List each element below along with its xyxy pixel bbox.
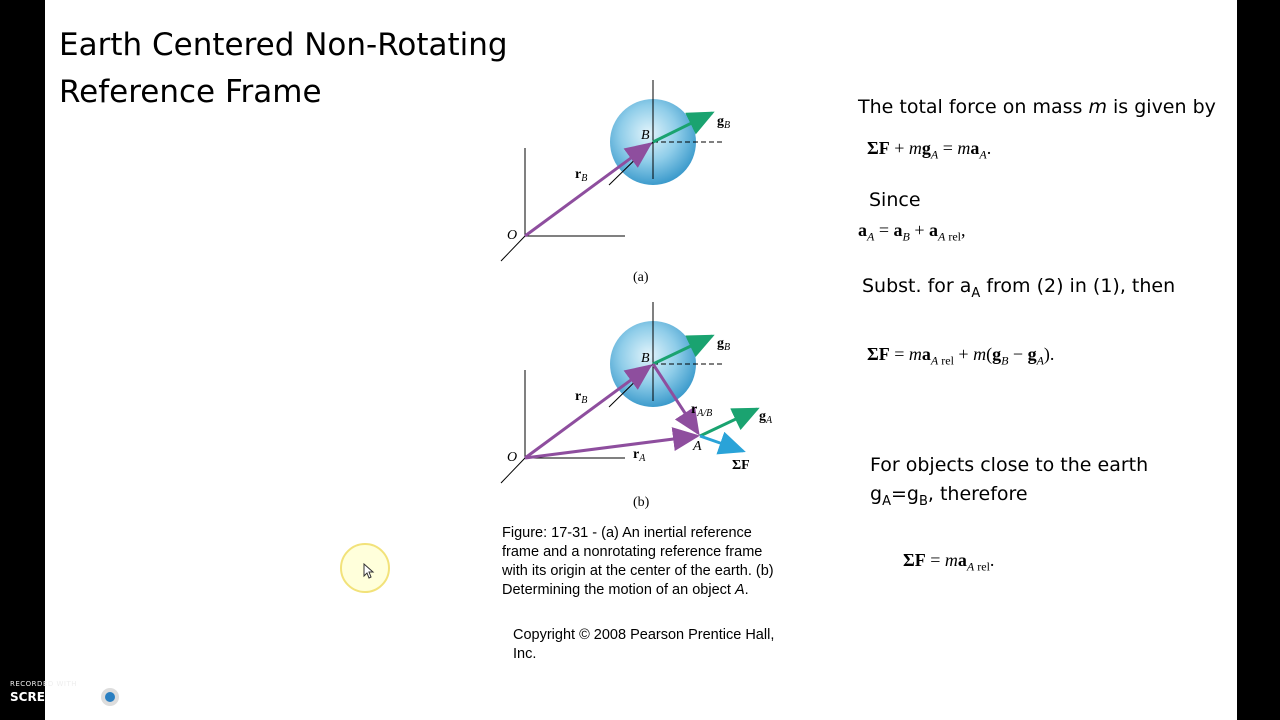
- close-to-earth-line-2: [870, 483, 1028, 509]
- watermark-brand-left: SCREENCAST: [10, 690, 99, 704]
- intro-prefix: The total force on mass: [858, 96, 1089, 118]
- title-line-1: Earth Centered Non-Rotating: [59, 27, 508, 63]
- subst-prefix: Subst. for a: [862, 275, 972, 297]
- vector-rB-a: [525, 144, 650, 236]
- label-rB-a: $r_B$: [575, 167, 588, 184]
- caption-end: .: [744, 582, 749, 598]
- slide-title: [59, 22, 508, 116]
- subst-sub: A: [971, 285, 981, 301]
- screencast-watermark: [10, 680, 164, 706]
- total-force-intro: [858, 96, 1216, 118]
- label-rA: $r_A$: [633, 447, 646, 464]
- label-A: A: [693, 439, 702, 454]
- figure-a: [501, 80, 730, 285]
- label-rAB: $r_{A/B}$: [691, 402, 713, 419]
- figure-label-b: (b): [633, 495, 650, 510]
- label-B-b: B: [641, 351, 650, 366]
- record-icon: [101, 688, 119, 706]
- equation-1: $\Sigma F + mg_A = ma_A$.: [867, 138, 992, 162]
- equation-2: $a_A = a_B + a_{A rel}$,: [858, 220, 966, 244]
- watermark-brand-right: MATIC: [122, 690, 164, 704]
- g-sub-a: A: [882, 493, 891, 509]
- close-to-earth-line-1: For objects close to the earth: [870, 454, 1149, 476]
- label-O-a: O: [507, 228, 518, 243]
- slide: [45, 0, 1237, 720]
- figure-copyright: Copyright © 2008 Pearson Prentice Hall, Inc.: [513, 627, 775, 662]
- watermark-brand: [10, 688, 164, 706]
- equation-3: $\Sigma F = ma_{A rel} + m(g_B - g_A)$.: [867, 344, 1055, 368]
- caption-text: Figure: 17-31 - (a) An inertial reference frame and a nonrotating reference frame with its origin at the center of the earth. (b) Determining the motion of an object: [502, 525, 774, 598]
- caption-object: A: [734, 582, 745, 598]
- label-gB-b: $g_B$: [717, 336, 731, 353]
- label-B-a: B: [641, 128, 650, 143]
- therefore-text: , therefore: [927, 483, 1028, 505]
- title-line-2: Reference Frame: [59, 74, 322, 110]
- label-gB-a: $g_B$: [717, 114, 731, 131]
- figure-label-a: (a): [633, 270, 649, 285]
- watermark-top: RECORDED WITH: [10, 680, 78, 688]
- g-sub-b: B: [918, 493, 928, 509]
- mouse-cursor-icon: [363, 563, 375, 579]
- subst-text: [862, 275, 1175, 301]
- label-sumF: ΣF: [732, 458, 750, 473]
- g-eq: =g: [890, 483, 919, 505]
- g-symbol: g: [870, 483, 883, 505]
- vector-sumF: [700, 436, 743, 451]
- label-rB-b: $r_B$: [575, 389, 588, 406]
- since-label: Since: [869, 189, 921, 211]
- figure-b: [501, 302, 773, 510]
- intro-suffix: is given by: [1106, 96, 1216, 118]
- figure-diagram: [495, 75, 835, 515]
- label-O-b: O: [507, 450, 518, 465]
- figure-caption: [502, 524, 787, 600]
- equation-4: $\Sigma F = ma_{A rel}$.: [903, 550, 995, 574]
- subst-suffix: from (2) in (1), then: [980, 275, 1176, 297]
- label-gA: $g_A$: [759, 409, 773, 426]
- intro-var: m: [1088, 96, 1107, 118]
